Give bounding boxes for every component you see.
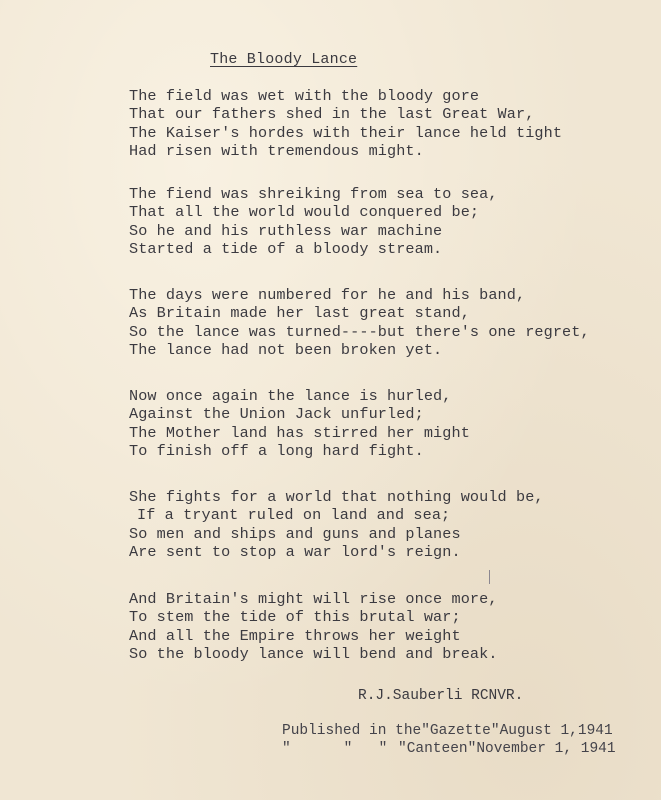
- author-signature: R.J.Sauberli RCNVR.: [358, 688, 524, 704]
- publication-date: August 1,1941: [499, 723, 613, 739]
- poem-title: The Bloody Lance: [210, 51, 358, 68]
- poem-line: So he and his ruthless war machine: [129, 221, 443, 240]
- poem-line: That all the world would conquered be;: [129, 203, 480, 222]
- poem-line: As Britain made her last great stand,: [129, 304, 470, 323]
- poem-line: The Mother land has stirred her might: [129, 423, 470, 442]
- poem-line: She fights for a world that nothing would be,: [129, 488, 544, 506]
- poem-line: The lance had not been broken yet.: [129, 340, 443, 359]
- ditto-mark: ": [343, 741, 353, 757]
- poem-line: So the lance was turned----but there's one regret,: [129, 322, 590, 341]
- stanza-2: [129, 185, 498, 258]
- poem-line: Now once again the lance is hurled,: [129, 387, 452, 405]
- stanza-6: [129, 590, 498, 663]
- poem-line: And all the Empire throws her weight: [129, 626, 461, 645]
- stanza-5: [129, 488, 544, 561]
- poem-line: So men and ships and guns and planes: [129, 524, 461, 543]
- publication-note-2: [282, 741, 616, 757]
- ditto-mark: ": [378, 741, 388, 757]
- poem-line: And Britain's might will rise once more,: [129, 590, 498, 608]
- poem-line: If a tryant ruled on land and sea;: [137, 506, 451, 525]
- poem-line: That our fathers shed in the last Great War,: [129, 105, 535, 124]
- poem-line: To finish off a long hard fight.: [129, 441, 424, 460]
- stanza-4: [129, 387, 470, 460]
- publication-name: "Canteen": [398, 741, 477, 757]
- ditto-mark: ": [282, 741, 291, 757]
- poem-line: Had risen with tremendous might.: [129, 141, 424, 160]
- publication-prefix: Published in the: [282, 723, 422, 739]
- publication-note-1: [282, 723, 613, 739]
- poem-line: The Kaiser's hordes with their lance held tight: [129, 123, 563, 142]
- poem-line: Are sent to stop a war lord's reign.: [129, 542, 461, 561]
- stanza-3: [129, 286, 590, 359]
- poem-line: The fiend was shreiking from sea to sea,: [129, 185, 498, 203]
- stanza-1: [129, 87, 562, 160]
- publication-name: "Gazette": [421, 723, 500, 739]
- poem-line: Against the Union Jack unfurled;: [129, 405, 424, 424]
- poem-line: So the bloody lance will bend and break.: [129, 644, 498, 663]
- poem-line: Started a tide of a bloody stream.: [129, 239, 443, 258]
- typewriter-mark: [489, 570, 490, 584]
- poem-line: The field was wet with the bloody gore: [129, 87, 480, 105]
- poem-line: The days were numbered for he and his band,: [129, 286, 526, 304]
- poem-line: To stem the tide of this brutal war;: [129, 608, 461, 627]
- publication-date: November 1, 1941: [476, 741, 616, 757]
